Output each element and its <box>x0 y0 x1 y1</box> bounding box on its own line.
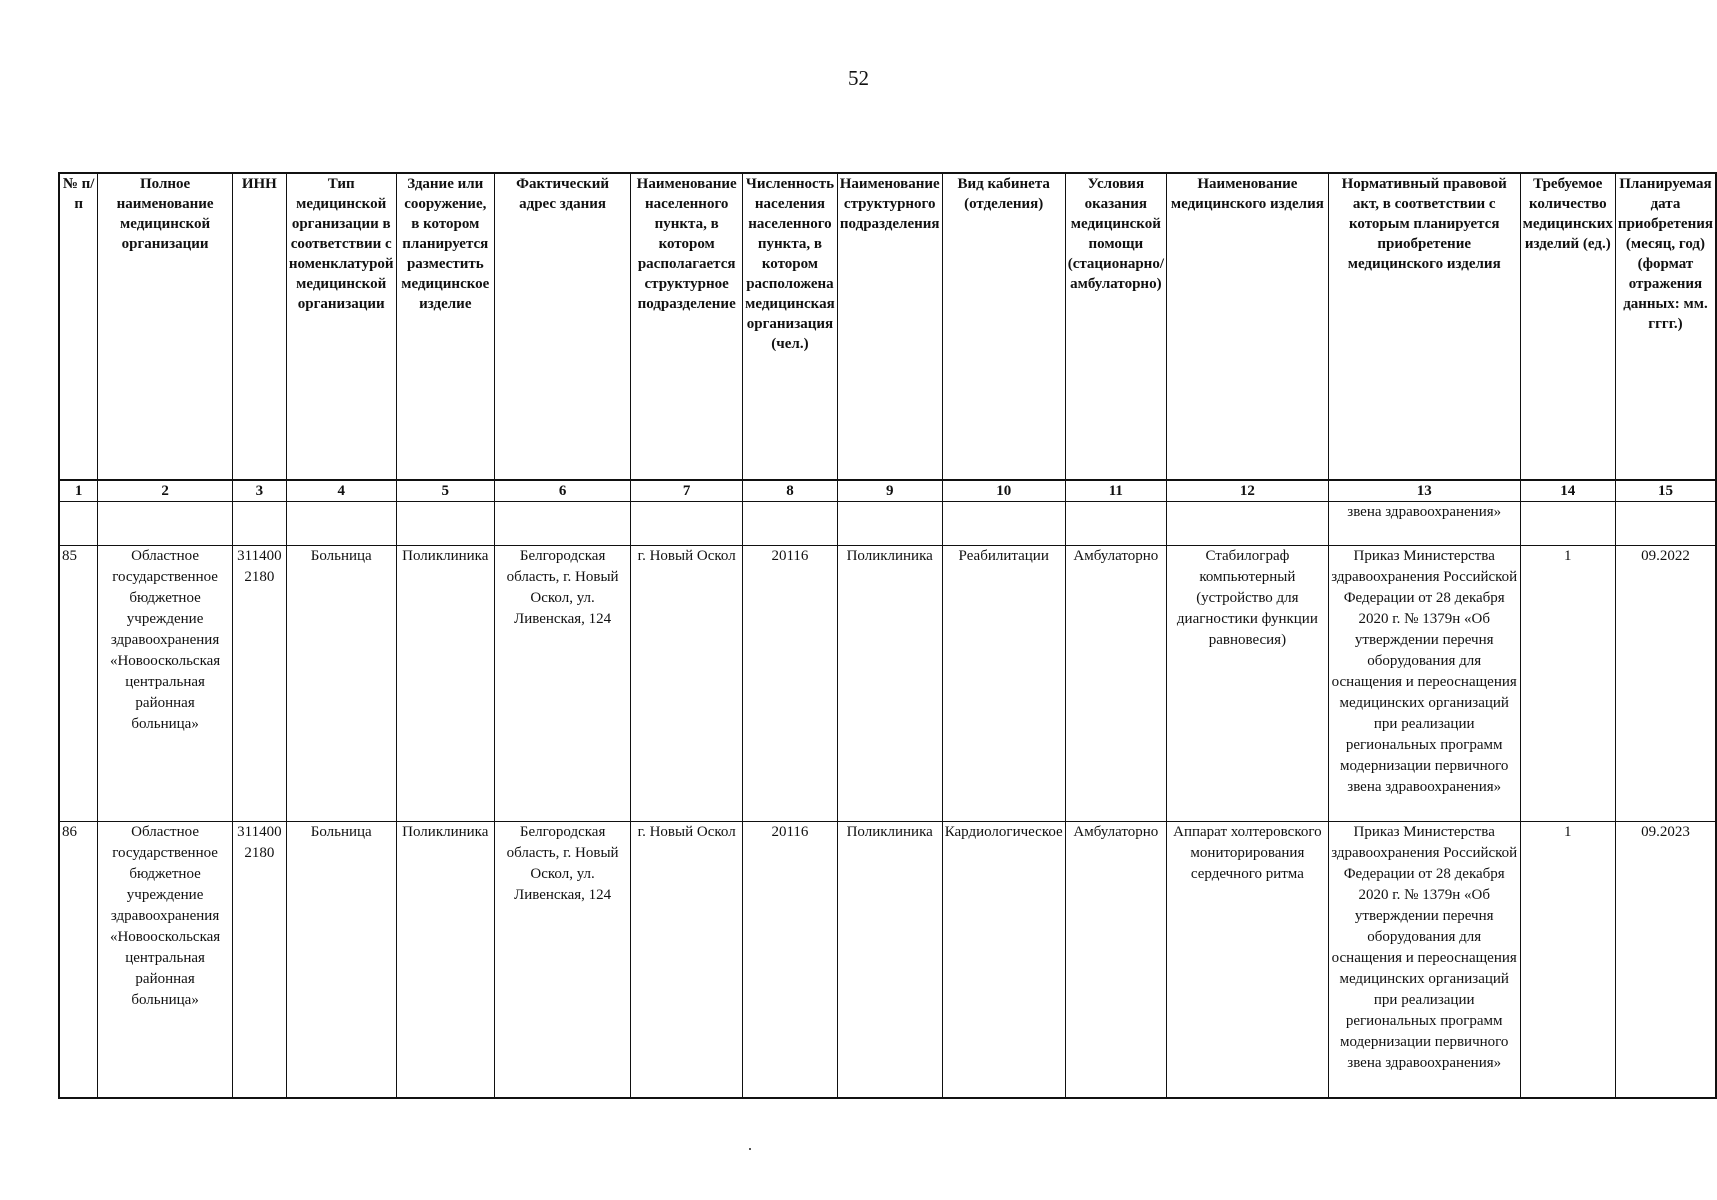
building: Поликлиника <box>396 822 494 1099</box>
header-cell: Наименование медицинского изделия <box>1166 173 1328 480</box>
header-cell: № п/п <box>59 173 98 480</box>
column-number: 9 <box>837 480 942 502</box>
header-cell: Тип медицинской организации в соответствии с номенклатурой медицинской организации <box>286 173 396 480</box>
address: Белгородская область, г. Новый Оскол, ул. Ливенская, 124 <box>495 546 631 822</box>
care-conditions: Амбулаторно <box>1065 546 1166 822</box>
planned-date: 09.2023 <box>1615 822 1716 1099</box>
column-number: 12 <box>1166 480 1328 502</box>
quantity: 1 <box>1520 822 1615 1099</box>
organization-type: Больница <box>286 546 396 822</box>
header-cell: Здание или сооружение, в котором планируется разместить медицинское изделие <box>396 173 494 480</box>
table-row <box>59 546 1716 822</box>
header-cell: Фактический адрес здания <box>495 173 631 480</box>
header-cell: Полное наименование медицинской организации <box>98 173 233 480</box>
planned-date: 09.2022 <box>1615 546 1716 822</box>
header-row <box>59 173 1716 480</box>
header-cell: Наименование населенного пункта, в котором располагается структурное подразделение <box>631 173 743 480</box>
header-cell: Нормативный правовой акт, в соответствии с которым планируется приобретение медицинского изделия <box>1328 173 1520 480</box>
column-number: 13 <box>1328 480 1520 502</box>
structural-unit: Поликлиника <box>837 546 942 822</box>
inn: 3114002180 <box>232 546 286 822</box>
column-number-row <box>59 480 1716 502</box>
care-conditions: Амбулаторно <box>1065 822 1166 1099</box>
header-cell: Численность населения населенного пункта, в котором расположена медицинская организация (чел.) <box>743 173 838 480</box>
continuation-row <box>59 502 1716 546</box>
header-cell: Планируемая дата приобретения (месяц, год) (формат отражения данных: мм. гггг.) <box>1615 173 1716 480</box>
organization-name: Областное государственное бюджетное учреждение здравоохранения «Новооскольская центральная районная больница» <box>98 546 233 822</box>
cabinet-type: Кардиологическое <box>942 822 1065 1099</box>
header-cell: Наименование структурного подразделения <box>837 173 942 480</box>
address: Белгородская область, г. Новый Оскол, ул. Ливенская, 124 <box>495 822 631 1099</box>
locality: г. Новый Оскол <box>631 822 743 1099</box>
quantity: 1 <box>1520 546 1615 822</box>
organization-type: Больница <box>286 822 396 1099</box>
column-number: 8 <box>743 480 838 502</box>
building: Поликлиника <box>396 546 494 822</box>
header-cell: Требуемое количество медицинских изделий (ед.) <box>1520 173 1615 480</box>
row-number: 85 <box>59 546 98 822</box>
legal-act: Приказ Министерства здравоохранения Российской Федерации от 28 декабря 2020 г. № 1379н «Об утверждении перечня оборудования для оснащения и переоснащения медицинских организаций при реализации региональных программ модернизации первичного звена здравоохранения» <box>1328 822 1520 1099</box>
column-number: 4 <box>286 480 396 502</box>
column-number: 2 <box>98 480 233 502</box>
organization-name: Областное государственное бюджетное учреждение здравоохранения «Новооскольская центральная районная больница» <box>98 822 233 1099</box>
structural-unit: Поликлиника <box>837 822 942 1099</box>
header-cell: Условия оказания медицинской помощи (стационарно/ амбулаторно) <box>1065 173 1166 480</box>
column-number: 10 <box>942 480 1065 502</box>
column-number: 7 <box>631 480 743 502</box>
inn: 3114002180 <box>232 822 286 1099</box>
column-number: 15 <box>1615 480 1716 502</box>
column-number: 1 <box>59 480 98 502</box>
equipment-table <box>58 172 1717 1099</box>
column-number: 6 <box>495 480 631 502</box>
column-number: 14 <box>1520 480 1615 502</box>
legal-act: Приказ Министерства здравоохранения Российской Федерации от 28 декабря 2020 г. № 1379н «Об утверждении перечня оборудования для оснащения и переоснащения медицинских организаций при реализации региональных программ модернизации первичного звена здравоохранения» <box>1328 546 1520 822</box>
column-number: 11 <box>1065 480 1166 502</box>
table-row <box>59 822 1716 1099</box>
column-number: 5 <box>396 480 494 502</box>
population: 20116 <box>743 822 838 1099</box>
header-cell: ИНН <box>232 173 286 480</box>
continuation-text: звена здравоохранения» <box>1328 502 1520 546</box>
header-cell: Вид кабинета (отделения) <box>942 173 1065 480</box>
locality: г. Новый Оскол <box>631 546 743 822</box>
cabinet-type: Реабилитации <box>942 546 1065 822</box>
column-number: 3 <box>232 480 286 502</box>
row-number: 86 <box>59 822 98 1099</box>
device-name: Аппарат холтеровского мониторирования сердечного ритма <box>1166 822 1328 1099</box>
population: 20116 <box>743 546 838 822</box>
device-name: Стабилограф компьютерный (устройство для диагностики функции равновесия) <box>1166 546 1328 822</box>
scan-dot <box>749 1148 751 1150</box>
page-number: 52 <box>848 66 869 90</box>
